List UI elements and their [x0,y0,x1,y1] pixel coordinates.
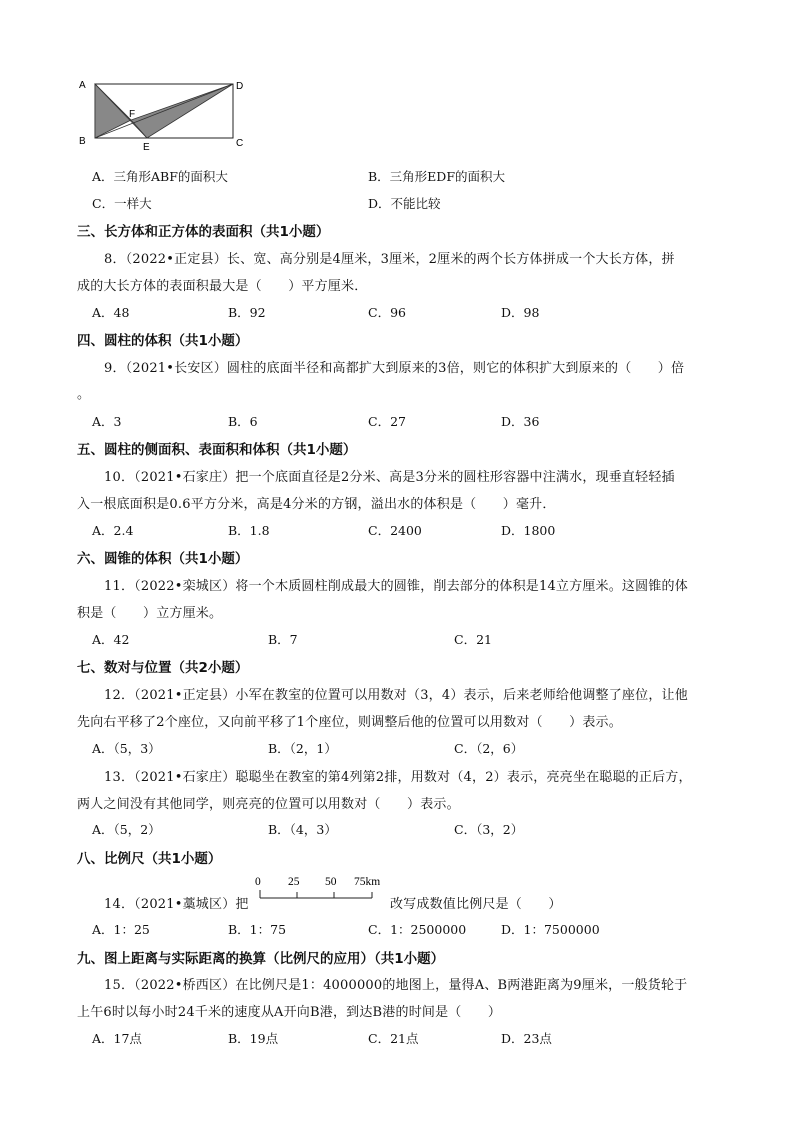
q9-option-a: A．3 [92,414,122,429]
scale-label-25: 25 [288,876,300,888]
q13-option-c: C．（3，2） [454,822,524,837]
q8-line2: 成的大长方体的表面积最大是（ ）平方厘米． [77,279,368,294]
q9-option-b: B．6 [228,414,258,429]
section-heading: 九、图上距离与实际距离的换算（比例尺的应用）（共1小题） [77,951,445,967]
q13-line1: 13．（2021•石家庄）聪聪坐在教室的第4列第2排，用数对（4，2）表示，亮亮坐在聪聪的正后方， [104,770,692,785]
q10-option-d: D．1800 [501,523,556,538]
q12-option-a: A．（5，3） [92,741,161,756]
section-heading: 六、圆锥的体积（共1小题） [77,551,249,567]
triangle-abf [95,84,131,138]
q15-option-c: C．21点 [368,1031,419,1046]
label-d: D [236,81,244,92]
label-c: C [236,138,244,149]
q12-option-c: C．（2，6） [454,741,524,756]
q14-suffix: 改写成数值比例尺是（ ） [390,897,562,912]
q14-prefix: 14．（2021•藁城区）把 [104,897,249,912]
q11-option-c: C．21 [454,632,492,647]
section-heading: 五、圆柱的侧面积、表面积和体积（共1小题） [77,442,357,458]
q8-option-a: A．48 [92,305,130,320]
q9-option-c: C．27 [368,414,406,429]
q13-option-b: B．（4，3） [268,822,337,837]
section-heading: 七、数对与位置（共2小题） [77,660,249,676]
scale-label-50: 50 [325,876,337,888]
q11-line1: 11．（2022•栾城区）将一个木质圆柱削成最大的圆锥，削去部分的体积是14立方厘米。这圆锥的体 [104,579,688,594]
q9-line2: 。 [77,387,91,402]
q14-option-a: A．1：25 [92,922,150,937]
q8-option-b: B．92 [228,305,266,320]
q8-line1: 8．（2022•正定县）长、宽、高分别是4厘米，3厘米，2厘米的两个长方体拼成一个大长方体，拼 [104,252,675,267]
q10-option-b: B．1.8 [228,523,270,538]
q14-option-c: C．1：2500000 [368,922,467,937]
label-b: B [79,136,86,147]
label-f: F [129,109,136,120]
q10-line1: 10．（2021•石家庄）把一个底面直径是2分米、高是3分米的圆柱形容器中注满水，现垂直轻轻插 [104,470,675,485]
label-e: E [143,142,150,153]
q8-option-d: D．98 [501,305,540,320]
q7-option-c: C．一样大 [92,196,152,211]
rectangle-triangle-figure [76,78,251,158]
section-heading: 四、圆柱的体积（共1小题） [77,333,249,349]
q15-line2: 上午6时以每小时24千米的速度从A开向B港，到达B港的时间是（ ） [77,1005,502,1020]
scale-label-75km: 75km [354,876,381,888]
section-heading: 八、比例尺（共1小题） [77,851,222,867]
q8-option-c: C．96 [368,305,406,320]
label-a: A [79,80,86,91]
q12-line1: 12．（2021•正定县）小军在教室的位置可以用数对（3，4）表示，后来老师给他调整了座位，让他 [104,688,688,703]
q9-line1: 9．（2021•长安区）圆柱的底面半径和高都扩大到原来的3倍，则它的体积扩大到原来的（ ）倍 [104,361,685,376]
q11-option-b: B．7 [268,632,298,647]
q13-line2: 两人之间没有其他同学，则亮亮的位置可以用数对（ ）表示。 [77,797,460,812]
q7-option-a: A．三角形ABF的面积大 [92,169,228,184]
q10-option-a: A．2.4 [92,523,134,538]
linear-scale-bar [252,872,392,906]
q11-option-a: A．42 [92,632,130,647]
q15-option-a: A．17点 [92,1031,142,1046]
q9-option-d: D．36 [501,414,540,429]
q15-line1: 15．（2022•桥西区）在比例尺是1：4000000的地图上，量得A、B两港距离为9厘米，一般货轮于 [104,978,688,993]
q11-line2: 积是（ ）立方厘米。 [77,606,223,621]
q7-option-d: D．不能比较 [368,196,441,211]
q12-line2: 先向右平移了2个座位，又向前平移了1个座位，则调整后他的位置可以用数对（ ）表示。 [77,715,622,730]
q14-option-b: B．1：75 [228,922,287,937]
q12-option-b: B．（2，1） [268,741,337,756]
triangle-edf [131,84,233,138]
q15-option-d: D．23点 [501,1031,552,1046]
q7-option-b: B．三角形EDF的面积大 [368,169,506,184]
q15-option-b: B．19点 [228,1031,279,1046]
q10-line2: 入一根底面积是0.6平方分米，高是4分米的方钢，溢出水的体积是（ ）毫升． [77,497,556,512]
q13-option-a: A．（5，2） [92,822,161,837]
scale-label-0: 0 [255,876,261,888]
q14-option-d: D．1：7500000 [501,922,600,937]
q10-option-c: C．2400 [368,523,422,538]
section-heading: 三、长方体和正方体的表面积（共1小题） [77,224,330,240]
